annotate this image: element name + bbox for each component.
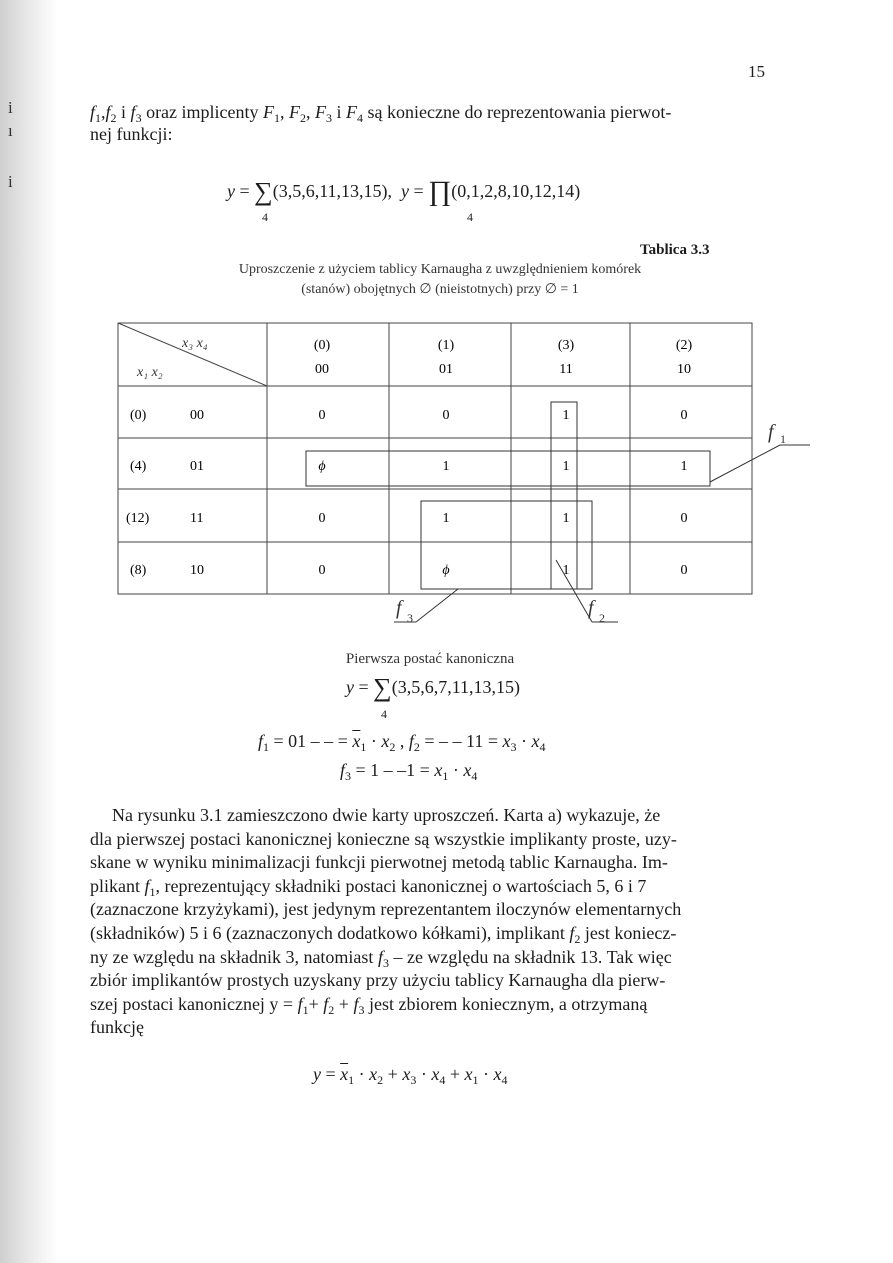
paragraph-line-9: szej postaci kanonicznej $y = f_1+ f_2 + f_3$ jest zbiorem koniecznym, a otrzymaną — [90, 994, 648, 1017]
paragraph-text: , reprezentujący składniki postaci kanonicznej o wartościach 5, 6 i 7 — [155, 876, 647, 896]
implicant-label-f3-sub: 3 — [407, 611, 413, 625]
col-index: (0) — [313, 338, 331, 353]
kmap-cell: 0 — [680, 563, 688, 578]
kmap-cell: 1 — [562, 511, 570, 526]
table-caption-2: (stanów) obojętnych ∅ (nieistotnych) przy ∅ = 1 — [301, 282, 579, 297]
paragraph-text: ny ze względu na składnik 3, natomiast — [90, 947, 374, 967]
margin-mark: i — [8, 98, 13, 117]
paragraph-line-6: (składników) 5 i 6 (zaznaczonych dodatkowo kółkami), implikant $f_2$ jest koniecz- — [90, 923, 677, 946]
sum-prod-formula: y = ∑(3,5,6,11,13,15), y = ∏(0,1,2,8,10,12,14) — [227, 176, 581, 207]
implicant-label-f1-sub: 1 — [780, 432, 786, 446]
kmap-cell: 0 — [318, 563, 326, 578]
paragraph-line-5: (zaznaczone krzyżykami), jest jedynym reprezentantem iloczynów elementarnych — [90, 899, 682, 919]
col-index: (1) — [437, 338, 455, 353]
f2-leader — [556, 560, 592, 622]
f1-leader — [710, 445, 780, 482]
kmap-cell: 1 — [680, 459, 688, 474]
final-formula: $y = \overline{x}_1 \cdot x_2 + x_3 \cdot x_4 + x_1 \cdot x_4$ — [313, 1064, 508, 1087]
canonical-set: (3,5,6,7,11,13,15) — [391, 677, 521, 697]
margin-mark: i — [8, 172, 13, 191]
col-code: 00 — [315, 362, 329, 377]
sum-index: 4 — [262, 210, 268, 224]
paragraph-text: jest zbiorem koniecznym, a otrzymaną — [368, 994, 648, 1014]
col-code: 01 — [439, 362, 453, 377]
canonical-index: 4 — [381, 707, 387, 721]
implicant-label-f2-sub: 2 — [599, 611, 605, 625]
prod-index: 4 — [467, 210, 473, 224]
col-index: (2) — [675, 338, 693, 353]
kmap-cell: 1 — [442, 459, 450, 474]
kmap-cell: 1 — [442, 511, 450, 526]
row-index: (12) — [126, 511, 150, 526]
row-code: 01 — [190, 459, 204, 474]
paragraph-text: szej postaci kanonicznej y = — [90, 994, 294, 1014]
row-index: (8) — [130, 563, 147, 578]
col-code: 11 — [559, 362, 573, 377]
row-code: 11 — [190, 511, 204, 526]
paragraph-text: jest koniecz- — [584, 923, 677, 943]
row-code: 10 — [190, 563, 204, 578]
paragraph-text: plikant — [90, 876, 140, 896]
kmap-cell: 0 — [680, 408, 688, 423]
intro-text: są konieczne do reprezentowania pierwot- — [367, 102, 672, 122]
paragraph-line-2: dla pierwszej postaci kanonicznej konieczne są wszystkie implikanty proste, uzy- — [90, 829, 677, 849]
kmap-cell: 1 — [562, 459, 570, 474]
implicant-label-f1: f — [768, 421, 774, 443]
prod-set: (0,1,2,8,10,12,14) — [451, 181, 581, 201]
kmap-cell: 0 — [680, 511, 688, 526]
col-code: 10 — [677, 362, 691, 377]
implicant-f1-f2-formula: $f_1 = 01$ – – = $\overline{x}_1 \cdot x_2$ , $f_2$ = – – $11 = x_3 \cdot x_4$ — [258, 731, 546, 754]
paragraph-line-3: skane w wyniku minimalizacji funkcji pierwotnej metodą tablic Karnaugha. Im- — [90, 852, 668, 872]
kmap-cell: 1 — [562, 408, 570, 423]
margin-mark: ı — [8, 121, 13, 140]
paragraph-line-4: plikant $f_1$, reprezentujący składniki postaci kanonicznej o wartościach 5, 6 i 7 — [90, 876, 647, 899]
kmap-cell: 0 — [318, 511, 326, 526]
page-number: 15 — [748, 62, 765, 81]
sum-set: (3,5,6,11,13,15), — [272, 181, 393, 201]
intro-line-2: nej funkcji: — [90, 124, 173, 144]
paragraph-text: – ze względu na składnik 13. Tak więc — [393, 947, 672, 967]
paragraph-line-7: ny ze względu na składnik 3, natomiast $f_3$ – ze względu na składnik 13. Tak więc — [90, 947, 672, 970]
kmap-cell: 0 — [318, 408, 326, 423]
kmap-cell: 0 — [442, 408, 450, 423]
kmap-cell: 1 — [562, 563, 570, 578]
intro-line-1: $f_1,f_2$ i $f_3$ oraz implicenty $F_1$, $F_2$, $F_3$ i $F_4$ są konieczne do reprezentowania pierwot- — [90, 102, 672, 125]
implicant-f3-formula: $f_3 = 1 - -1 = x_1 \cdot x_4$ — [340, 760, 478, 783]
row-index: (0) — [130, 408, 147, 423]
paragraph-text: (składników) 5 i 6 (zaznaczonych dodatkowo kółkami), implikant — [90, 923, 565, 943]
paragraph-line-8: zbiór implikantów prostych uzyskany przy użyciu tablicy Karnaugha dla pierw- — [90, 970, 666, 990]
paragraph-line-1: Na rysunku 3.1 zamieszczono dwie karty uproszczeń. Karta a) wykazuje, że — [112, 805, 661, 825]
kmap-cell: ϕ — [318, 459, 326, 474]
row-index: (4) — [130, 459, 147, 474]
intro-text: oraz implicenty — [146, 102, 259, 122]
table-title: Tablica 3.3 — [640, 242, 710, 258]
header-left-vars: x₁ x₂ — [137, 365, 163, 380]
canonical-formula: y = ∑(3,5,6,7,11,13,15) — [346, 673, 521, 702]
kmap-cell: ϕ — [442, 563, 450, 578]
implicant-label-f3: f — [396, 597, 402, 619]
paragraph-line-10: funkcję — [90, 1017, 144, 1037]
header-top-vars: x₃ x₄ — [182, 336, 208, 351]
canonical-title: Pierwsza postać kanoniczna — [345, 651, 515, 667]
implicant-label-f2: f — [588, 597, 594, 619]
row-code: 00 — [190, 408, 204, 423]
implicant-f2-box — [551, 402, 577, 589]
col-index: (3) — [557, 338, 575, 353]
implicant-f1-box — [306, 451, 710, 486]
table-caption-1: Uproszczenie z użyciem tablicy Karnaugha z uwzględnieniem komórek — [238, 262, 642, 277]
